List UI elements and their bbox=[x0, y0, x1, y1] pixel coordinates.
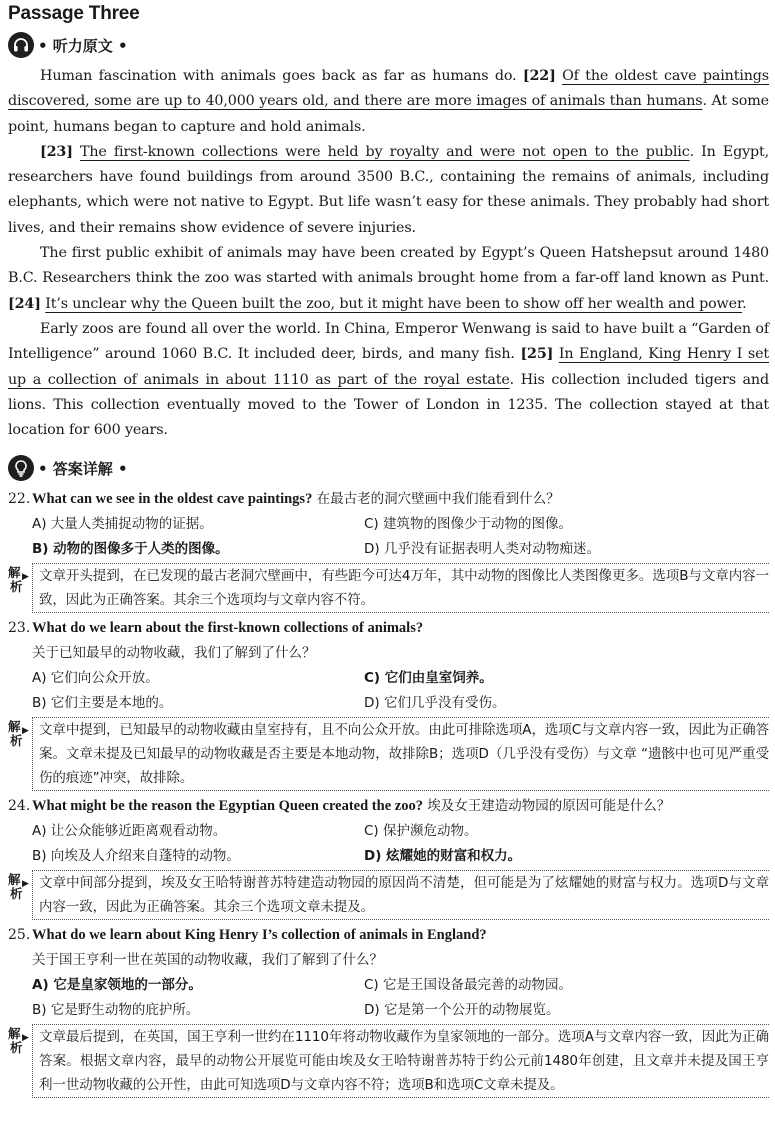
question-translation: 埃及女王建造动物园的原因可能是什么？ bbox=[422, 798, 671, 815]
answer-list bbox=[8, 487, 769, 1098]
explanation-text: 文章中间部分提到，埃及女王哈特谢普苏特建造动物园的原因尚不清楚，但可能是为了炫耀她的财富与权力。选项D与文章内容一致，因此为正确答案。其余三个选项文章未提及。 bbox=[32, 870, 769, 920]
answer-option: C) 保护濒危动物。 bbox=[364, 823, 478, 840]
key-sentence: In England, King Henry I set up a collection of animals in about 1110 as part of the royal estate bbox=[8, 346, 769, 388]
answers-heading: • 答案详解 • bbox=[38, 459, 128, 478]
arrow-icon: ▶ bbox=[22, 1033, 29, 1044]
correct-option: C) 它们由皇室饲养。 bbox=[364, 670, 493, 687]
question-number: 22. bbox=[8, 491, 31, 508]
text-run: . In Egypt, researchers have found buildings from around 3500 B.C., containing the remains of animals, including elephants, which were not native to Egypt. But life wasn’t easy for these animals. They probably had short lives, and their remains show evidence of severe injuries. bbox=[8, 143, 770, 236]
text-run: . His collection included tigers and lions. This collection eventually moved to the Tower of London in 1235. The collection stayed at that location for 600 years. bbox=[8, 371, 769, 439]
headphones-icon bbox=[8, 32, 34, 58]
text-run bbox=[73, 144, 80, 160]
explanation-tag: 解 析 ▶ bbox=[8, 565, 29, 595]
arrow-icon: ▶ bbox=[22, 726, 29, 737]
text-run: . At some point, humans began to capture and hold animals. bbox=[8, 93, 769, 135]
transcript-paragraph bbox=[8, 241, 769, 317]
option-grid bbox=[8, 973, 769, 1023]
key-sentence: It’s unclear why the Queen built the zoo, but it might have been to show off her wealth and power bbox=[45, 295, 743, 312]
option-grid bbox=[8, 666, 769, 716]
explanation-text: 文章开头提到，在已发现的最古老洞穴壁画中，有些距今可达4万年，其中动物的图像比人类图像更多。选项B与文章内容一致，因此为正确答案。其余三个选项均与文章内容不符。 bbox=[32, 563, 769, 613]
text-run: Human fascination with animals goes back as far as humans do. bbox=[40, 68, 523, 84]
question-line bbox=[8, 794, 769, 819]
question-text: What do we learn about the first-known collections of animals? bbox=[32, 620, 424, 637]
passage-title: Passage Three bbox=[8, 3, 140, 24]
question-marker: [23] bbox=[40, 143, 73, 160]
lightbulb-icon bbox=[8, 455, 34, 481]
answer-option: C) 它是王国设备最完善的动物园。 bbox=[364, 977, 572, 994]
arrow-icon: ▶ bbox=[22, 572, 29, 583]
explanation-box bbox=[8, 717, 769, 791]
explanation-text: 文章中提到，已知最早的动物收藏由皇室持有，且不向公众开放。由此可排除选项A，选项C与文章内容一致，因此为正确答案。文章未提及已知最早的动物收藏是否主要是本地动物，故排除B；选项D（几乎没有受伤）与文章 “遗骸中也可见严重受伤的痕迹”冲突，故排除。 bbox=[32, 717, 769, 791]
question-text: What do we learn about King Henry I’s collection of animals in England? bbox=[32, 927, 487, 944]
answer-option: A) 让公众能够近距离观看动物。 bbox=[32, 823, 227, 840]
answer-option: A) 大量人类捕捉动物的证据。 bbox=[32, 516, 213, 533]
answers-section-header bbox=[8, 453, 769, 483]
explanation-text: 文章最后提到，在英国，国王亨利一世约在1110年将动物收藏作为皇家领地的一部分。选项A与文章内容一致，因此为正确答案。根据文章内容，最早的动物公开展览可能由埃及女王哈特谢普苏特于约公元前1480年创建，且文章并未提及国王亨利一世动物收藏的公开性，由此可知选项D与文章内容不符；选项B和选项C文章未提及。 bbox=[32, 1024, 769, 1098]
answer-option: B) 它们主要是本地的。 bbox=[32, 695, 173, 712]
question-text: What might be the reason the Egyptian Queen created the zoo? bbox=[32, 798, 423, 815]
explanation-tag: 解 析 ▶ bbox=[8, 872, 29, 902]
arrow-icon: ▶ bbox=[22, 879, 29, 890]
answer-option: D) 它是第一个公开的动物展览。 bbox=[364, 1002, 560, 1019]
question-block bbox=[8, 616, 769, 791]
correct-option: D) 炫耀她的财富和权力。 bbox=[364, 848, 522, 865]
question-block bbox=[8, 487, 769, 613]
listening-transcript bbox=[8, 64, 769, 443]
question-line bbox=[8, 923, 769, 948]
text-run: The first public exhibit of animals may have been created by Egypt’s Queen Hatshepsut around 1480 B.C. Researchers think the zoo was started with animals brought home from a far-off land known as Punt. bbox=[8, 245, 769, 287]
answer-option: B) 向埃及人介绍来自蓬特的动物。 bbox=[32, 848, 240, 865]
answer-option: B) 它是野生动物的庇护所。 bbox=[32, 1002, 200, 1019]
explanation-tag: 解 析 ▶ bbox=[8, 1026, 29, 1056]
listening-heading: • 听力原文 • bbox=[38, 36, 128, 55]
text-run: Early zoos are found all over the world. In China, Emperor Wenwang is said to have built a “Garden of Intelligence” around 1060 B.C. It included deer, birds, and many fish. bbox=[8, 320, 769, 363]
question-line bbox=[8, 487, 769, 512]
question-number: 23. bbox=[8, 620, 31, 637]
question-block bbox=[8, 794, 769, 920]
question-number: 25. bbox=[8, 927, 31, 944]
option-grid bbox=[8, 512, 769, 562]
text-run: . bbox=[742, 295, 747, 312]
answer-option: D) 它们几乎没有受伤。 bbox=[364, 695, 506, 712]
key-sentence: The first-known collections were held by royalty and were not open to the public bbox=[79, 143, 690, 160]
correct-option: A) 它是皇家领地的一部分。 bbox=[32, 977, 202, 994]
explanation-box bbox=[8, 1024, 769, 1098]
question-number: 24. bbox=[8, 798, 31, 815]
question-translation: 在最古老的洞穴壁画中我们能看到什么？ bbox=[312, 491, 560, 508]
transcript-paragraph bbox=[8, 140, 769, 241]
transcript-paragraph bbox=[8, 64, 769, 140]
question-marker: [24] bbox=[8, 295, 41, 312]
question-translation: 关于国王亨利一世在英国的动物收藏，我们了解到了什么？ bbox=[32, 952, 383, 969]
question-marker: [22] bbox=[522, 68, 556, 84]
question-block bbox=[8, 923, 769, 1098]
explanation-tag: 解 析 ▶ bbox=[8, 719, 29, 749]
explanation-box bbox=[8, 563, 769, 613]
answer-option: D) 几乎没有证据表明人类对动物痴迷。 bbox=[364, 541, 600, 558]
option-grid bbox=[8, 819, 769, 869]
correct-option: B) 动物的图像多于人类的图像。 bbox=[32, 541, 229, 558]
question-line bbox=[8, 616, 769, 641]
answer-option: C) 建筑物的图像少于动物的图像。 bbox=[364, 516, 572, 533]
key-sentence: Of the oldest cave paintings discovered, some are up to 40,000 years old, and there are more images of animals than humans bbox=[8, 68, 769, 110]
question-translation: 关于已知最早的动物收藏，我们了解到了什么？ bbox=[32, 645, 316, 662]
transcript-paragraph bbox=[8, 317, 769, 443]
question-marker: [25] bbox=[520, 346, 554, 363]
question-text: What can we see in the oldest cave paintings? bbox=[32, 491, 313, 508]
explanation-box bbox=[8, 870, 769, 920]
answer-option: A) 它们向公众开放。 bbox=[32, 670, 159, 687]
listening-section-header bbox=[8, 30, 769, 60]
